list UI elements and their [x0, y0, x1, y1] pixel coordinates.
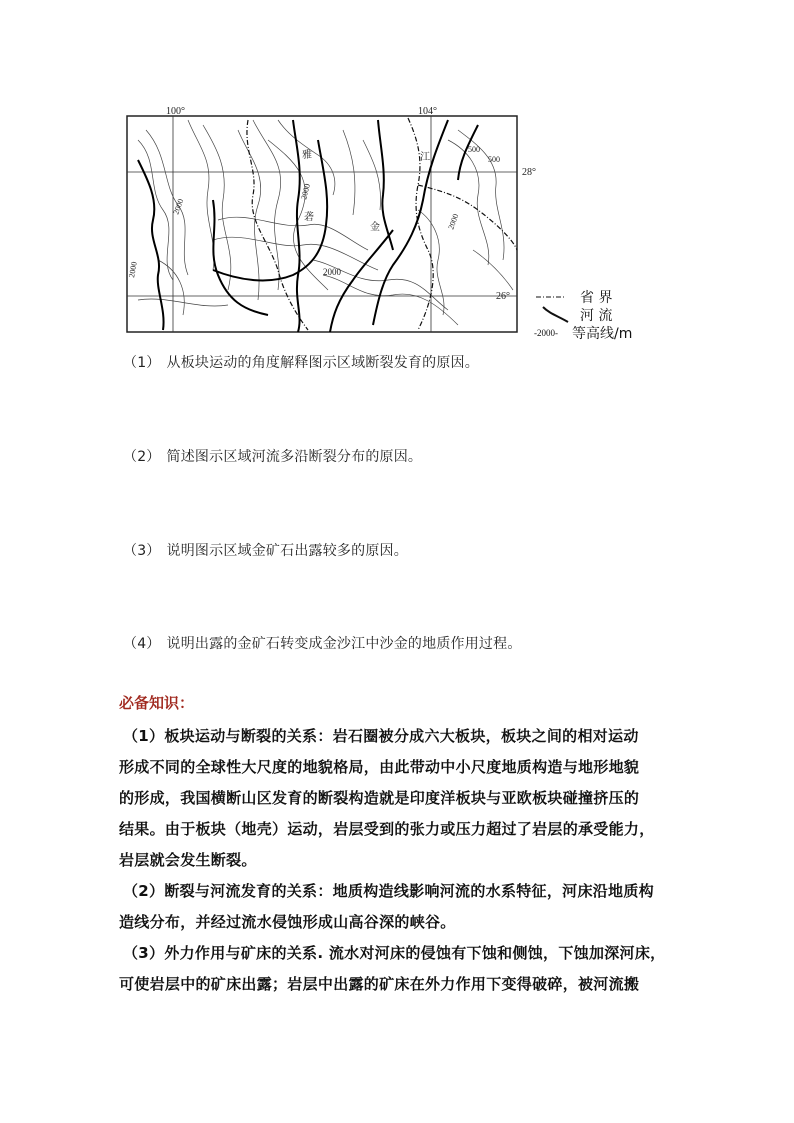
question-1 — [123, 352, 479, 372]
map-frame — [127, 116, 517, 332]
knowledge-line: 岩层就会发生断裂。 — [119, 851, 257, 869]
legend-river-symbol — [543, 307, 568, 322]
river-label: 江 — [420, 152, 430, 163]
knowledge-line: （3）外力作用与矿床的关系. 流水对河床的侵蚀有下蚀和侧蚀，下蚀加深河床， — [123, 944, 666, 962]
question-text: 说明出露的金矿石转变成金沙江中沙金的地质作用过程。 — [166, 636, 522, 652]
knowledge-line: 形成不同的全球性大尺度的地貌格局，由此带动中小尺度地质构造与地形地貌 — [119, 758, 640, 776]
question-number: （4） — [123, 636, 161, 652]
legend-province-label: 省 界 — [580, 290, 613, 306]
knowledge-title: 必备知识： — [119, 694, 195, 712]
question-text: 说明图示区域金矿石出露较多的原因。 — [166, 543, 408, 559]
legend-river-label: 河 流 — [580, 308, 613, 324]
question-number: （2） — [123, 449, 161, 465]
legend-contour-symbol: -2000- — [534, 328, 558, 338]
knowledge-line: 造线分布，并经过流水侵蚀形成山高谷深的峡谷。 — [119, 913, 456, 931]
river-label: 砻 — [304, 212, 314, 223]
contour-label: 2000 — [446, 212, 461, 231]
knowledge-line: （1）板块运动与断裂的关系：岩石圈被分成六大板块，板块之间的相对运动 — [123, 727, 639, 745]
question-text: 简述图示区域河流多沿断裂分布的原因。 — [166, 449, 423, 465]
contour-label: 2000 — [171, 197, 186, 216]
lat-label-28: 28° — [522, 167, 536, 178]
river-label: 金 — [370, 222, 380, 233]
contour-label: 2000 — [323, 267, 341, 277]
knowledge-line: 的形成，我国横断山区发育的断裂构造就是印度洋板块与亚欧板块碰撞挤压的 — [119, 789, 640, 807]
lon-label-100: 100° — [166, 106, 185, 117]
knowledge-line: 结果。由于板块（地壳）运动，岩层受到的张力或压力超过了岩层的承受能力， — [119, 820, 655, 838]
question-2 — [123, 446, 422, 466]
map-legend — [534, 289, 632, 342]
contour-label: 2000 — [127, 261, 139, 279]
contour-label: 2000 — [299, 182, 313, 201]
knowledge-line: 可使岩层中的矿床出露；岩层中出露的矿床在外力作用下变得破碎，被河流搬 — [119, 975, 640, 993]
topographic-map — [118, 100, 674, 346]
question-number: （1） — [123, 355, 161, 371]
lat-label-26: 26° — [496, 291, 510, 302]
lon-label-104: 104° — [418, 106, 437, 117]
contour-label: 500 — [468, 145, 480, 154]
question-3 — [123, 540, 408, 560]
legend-contour-label: 等高线/m — [572, 326, 633, 342]
question-text: 从板块运动的角度解释图示区域断裂发育的原因。 — [166, 355, 479, 371]
question-4 — [123, 633, 522, 653]
contour-label: 500 — [488, 155, 500, 164]
river-label: 雅 — [302, 150, 312, 161]
question-number: （3） — [123, 543, 161, 559]
knowledge-line: （2）断裂与河流发育的关系：地质构造线影响河流的水系特征，河床沿地质构 — [123, 882, 654, 900]
